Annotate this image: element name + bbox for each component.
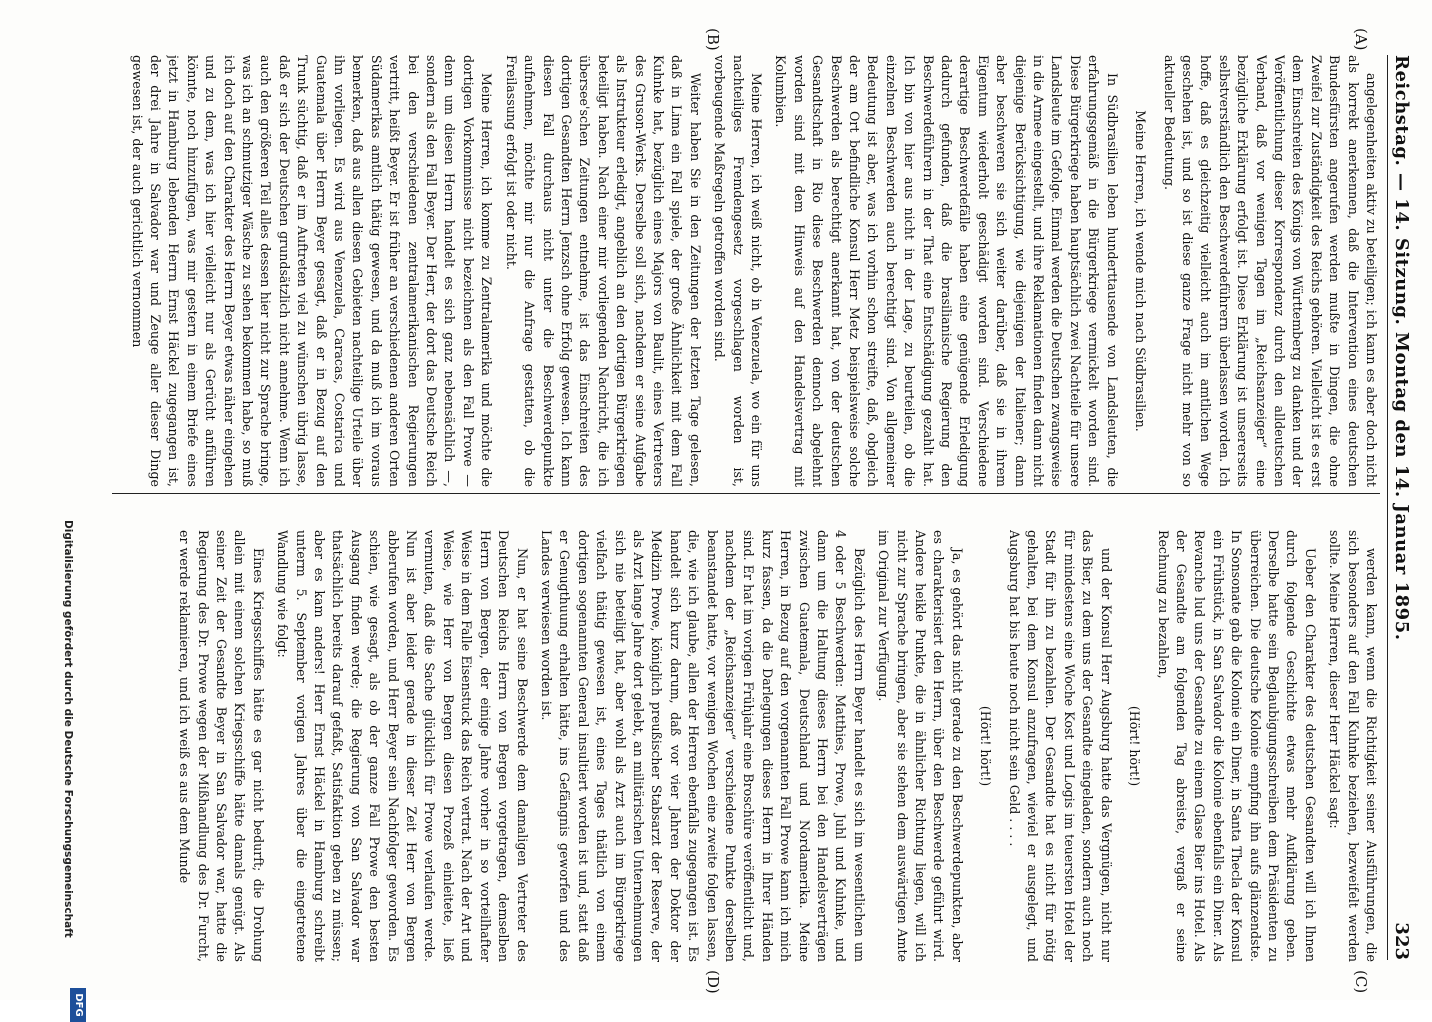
- left-text-column: [112, 55, 1380, 487]
- quoted-paragraph: Eines Kriegsschiffes hätte es gar nicht bedurft; die Drohung allein mit einem solchen Kriegsschiffe hätte damals genügt. Als seiner Zeit der Gesandte Beyer in San Salvador war, hatte die Regierung des Dr. Prowe wegen der Mißhandlung des Dr. Furcht, er werde reklamieren, und ich weiß es aus dem Munde: [177, 530, 266, 962]
- interjection: (Hört! hört!): [978, 705, 994, 787]
- paragraph: Weiter haben Sie in den Zeitungen der letzten Tage gelesen, daß in Lima ein Fall spiele, der große Ähnlichkeit mit dem Fall Kuhnke hat, bezüglich eines Majors von Baulit, eines Vertreters des Gruson-Werks. Derselbe soll sich, nachdem er seine Aufgabe als Instrukteur erledigt, angeblich an den dortigen Bürgerkriegen beteiligt haben. Nach einer mir vorliegenden Nachricht, die ich übersee'schen Zeitungen entnehme, ist das Einschreiten des dortigen Gesandten Herrn Jenzsch ohne Erfolg gewesen. Ich kann diesen Fall durchaus nicht unter die Beschwerdepunkte aufnehmen, möchte mir nur die Anfrage gestatten, ob die Freilassung erfolgt ist oder nicht.: [503, 55, 703, 487]
- digitization-note: Digitalisierung gefördert durch die Deutsche Forschungsgemeinschaft: [62, 520, 74, 938]
- paragraph: Meine Herren, ich weiß nicht, ob in Venezuela, wo ein für uns nachteiliges Fremdengesetz vorgeschlagen worden ist, vorbeugende Maßregeln getroffen worden sind.: [712, 55, 764, 487]
- margin-marker-a: (A): [1352, 28, 1370, 51]
- paragraph-heading: Meine Herren, ich wende mich nach Südbrasilien.: [1133, 110, 1149, 432]
- paragraph: Nun, er hat seine Beschwerde dem damaligen Vertreter des Deutschen Reichs Herrn von Bergen vorgetragen, demselben Herrn von Bergen, der einige Jahre vorher in so vorteilhafter Weise in dem Falle Eisenstuck das Reich vertrat. Nach der Art und Weise, wie Herr von Bergen diesen Prozeß einleitete, ließ vermuten, daß die Sache glücklich für Prowe verlaufen werde. Nun ist aber leider gerade in dieser Zeit Herr von Bergen abberufen worden, und Herr Beyer sein Nachfolger geworden. Es schien, wie gesagt, als ob der ganze Fall Prowe den besten Ausgang finden werde; die Regierung von San Salvador war thatsächlich bereits darauf gefaßt, Satisfaktion geben zu müssen; aber es kam anders! Herr Ernst Häckel in Hamburg schreibt unterm 5. September vorigen Jahres über die eingetretene Wandlung wie folgt:: [275, 530, 530, 962]
- column-divider: [112, 493, 1380, 494]
- paragraph: Meine Herren, ich komme zu Zentralamerika und möchte die dortigen Vorkommnisse nicht bezeichnen als den Fall Prowe — denn um diesen Herrn handelt es sich ganz nebensächlich —, sondern als den Fall Beyer. Der Herr, der dort das Deutsche Reich bei den verschiedenen zentralamerikanischen Regierungen vertritt, heißt Beyer. Er ist früher an verschiedenen anderen Orten Südamerikas amtlich thätig gewesen, und da muß ich im voraus bemerken, daß aus allen diesen Gebieten nachteilige Urteile über ihn vorliegen. Es wird aus Venezuela, Caracas, Costarica und Guatemala über Herrn Beyer gesagt, daß er in Bezug auf den Trunk süchtig, daß er im Auftreten viel zu wünschen übrig lasse, daß er sich der Deutschen grundsätzlich nicht annehme. Wenn ich auch den größeren Teil alles dessen hier nicht zur Sprache bringe, was ich an schmutziger Wäsche zu sehen bekommen habe, so muß ich doch auf den Charakter des Herrn Beyer etwas näher eingehen und zu dem, was ich hier vielleicht nur als Gerücht anführen könnte, noch hinzufügen, was mir gestern in einem Briefe eines jetzt in Hamburg lebenden Herrn Ernst Häckel zugegangen ist, der drei Jahre in Salvador war und Zeuge aller dieser Dinge gewesen ist, der auch gerichtlich vernommen: [129, 55, 495, 487]
- dfg-logo: DFG: [70, 988, 86, 1022]
- right-text-column: [112, 530, 1380, 962]
- page-header: [1387, 55, 1414, 960]
- margin-marker-d: (D): [704, 970, 722, 994]
- paragraph: werden kann, wenn die Richtigkeit seiner Ausführungen, die sich besonders auf den Fall Kuhnke beziehen, bezweifelt werden sollte. Meine Herren, dieser Herr Häckel sagt:: [1327, 530, 1379, 962]
- paragraph: Bezüglich des Herrn Beyer handelt es sich im wesentlichen um 4 oder 5 Beschwerden: Matthies, Prowe, Juhl und Kuhnke, und dann um die Haltung dieses Herrn bei den Handelsverträgen zwischen Guatemala, Deutschland und Nordamerika. Meine Herren, in Bezug auf den vorgenannten Fall Prowe kann ich mich kurz fassen, da die Darlegungen dieses Herrn in Ihrer Händen sind. Er hat im vorigen Frühjahr eine Broschüre veröffentlicht und, nachdem der „Reichsanzeiger“ verschiedene Punkte derselben beanstandet hatte, vor wenigen Wochen eine zweite folgen lassen, die, wie ich glaube, allen der Herren ebenfalls zugegangen ist. Es handelt sich kurz darum, daß vor vier Jahren der Doktor der Medizin Prowe, königlich preußischer Stabsarzt der Reserve, der als Arzt lange Jahre dort gelebt, an militärischen Unternehmungen sich nie beteiligt hat, aber wohl als Arzt auch im Bürgerkriege vielfach thätig gewesen ist, eines Tages thätlich von einem dortigen sogenannten General insultiert worden ist und, statt daß er Genugthuung erhalten hätte, ins Gefängnis geworfen und des Landes verwiesen worden ist.: [538, 530, 867, 962]
- paragraph: In Südbrasilien leben hunderttausende von Landsleuten, die erfahrungsgemäß in die Bürgerkriege vermickelt worden sind. Diese Bürgerkriege haben hauptsächlich zwei Nachteile für unsere Landsleute im Gefolge. Einmal werden die Deutschen zwangsweise in die Armee eingestellt, und ihre Reklamationen finden dann nicht diejenige Berücksichtigung, wie diejenigen der Italiener; dann aber beschweren sie sich weiter darüber, daß sie in ihrem Eigentum wiederholt geschädigt worden sind. Verschiedene derartige Beschwerdefälle haben eine genügende Erledigung dadurch gefunden, daß die brasilianische Regierung den Beschwerdeführern in der That eine Entschädigung gezahlt hat. Ich bin von hier aus nicht in der Lage, zu beurteilen, ob die einzelnen Beschwerden auch berechtigt sind. Von allgemeiner Bedeutung ist aber, was ich vorhin schon streifte, daß, obgleich der am Ort befindliche Konsul Herr Metz beispielsweise solche Beschwerden als berechtigt anerkannt hat, von der deutschen Gesandtschaft in Rio diese Beschwerden dennoch abgelehnt worden sind mit dem Hinweis auf den Handelsvertrag mit Kolumbien.: [773, 55, 1120, 487]
- margin-marker-c: (C): [1352, 970, 1370, 994]
- page-number: 323: [1391, 922, 1412, 960]
- paragraph: angelegenheiten aktiv zu beteiligen; ich kann es aber doch nicht als korrekt anerkennen, daß die Intervention eines deutschen Bundesfürsten angerufen werden mußte in Dingen, die ohne Zweifel zur Zuständigkeit des Reichs gehören. Vielleicht ist es erst dem Einschreiten des Königs von Württemberg zu danken und der Veröffentlichung dieser Korrespondenz durch den alldeutschen Verband, daß vor wenigen Tagen im „Reichsanzeiger“ eine bezügliche Erklärung erfolgt ist. Diese Erklärung ist unsererseits selbstverständlich den Beschwerdeführern überlassen worden. Ich hoffe, daß es gleichzeitig vielleicht auch im amtlichen Wege geschehen ist, und so ist diese ganze Frage nicht mehr von so aktueller Bedeutung.: [1161, 55, 1379, 487]
- paragraph: Ja, es gehört das nicht gerade zu den Beschwerdepunkten, aber es charakterisiert den Herrn, über den Beschwerde geführt wird. Andere heikle Punkte, die in ähnlicher Richtung liegen, will ich nicht zur Sprache bringen, aber sie stehen dem auswärtigen Amte im Original zur Verfügung.: [876, 530, 965, 962]
- running-head: Reichstag. — 14. Sitzung. Montag den 14. Januar 1895.: [1391, 55, 1412, 641]
- margin-marker-b: (B): [704, 28, 722, 51]
- quoted-paragraph: und der Konsul Herr Augsburg hatte das Vergnügen, nicht nur das Bier, zu dem uns der Gesandte eingeladen, sondern auch noch für mindestens eine Woche Kost und Logis im teuersten Hotel der Stadt für ihn zu bezahlen. Der Gesandte hat es nicht für nötig gehalten, bei dem Konsul anzufragen, wieviel er ausgelegt, und Augsburg hat bis heute noch nicht sein Geld . . . .: [1006, 530, 1114, 962]
- interjection: (Hört! hört!): [1127, 705, 1143, 787]
- quoted-paragraph: Ueber den Charakter des deutschen Gesandten will ich Ihnen durch folgende Geschichte etwas mehr Aufklärung geben. Derselbe hatte sein Beglaubigungsschreiben dem Präsidenten zu überreichen. Die deutsche Kolonie empfing ihn aufs glänzendste. In Sonsonate gab die Kolonie ein Diner, in Santa Thecla der Konsul ein Frühstück, in San Salvador die Kolonie ebenfalls ein Diner. Als Revanche lud uns der Gesandte zu einem Glase Bier ins Hotel. Als der Gesandte am folgenden Tag abreiste, vergaß er seine Rechnung zu bezahlen,: [1155, 530, 1318, 962]
